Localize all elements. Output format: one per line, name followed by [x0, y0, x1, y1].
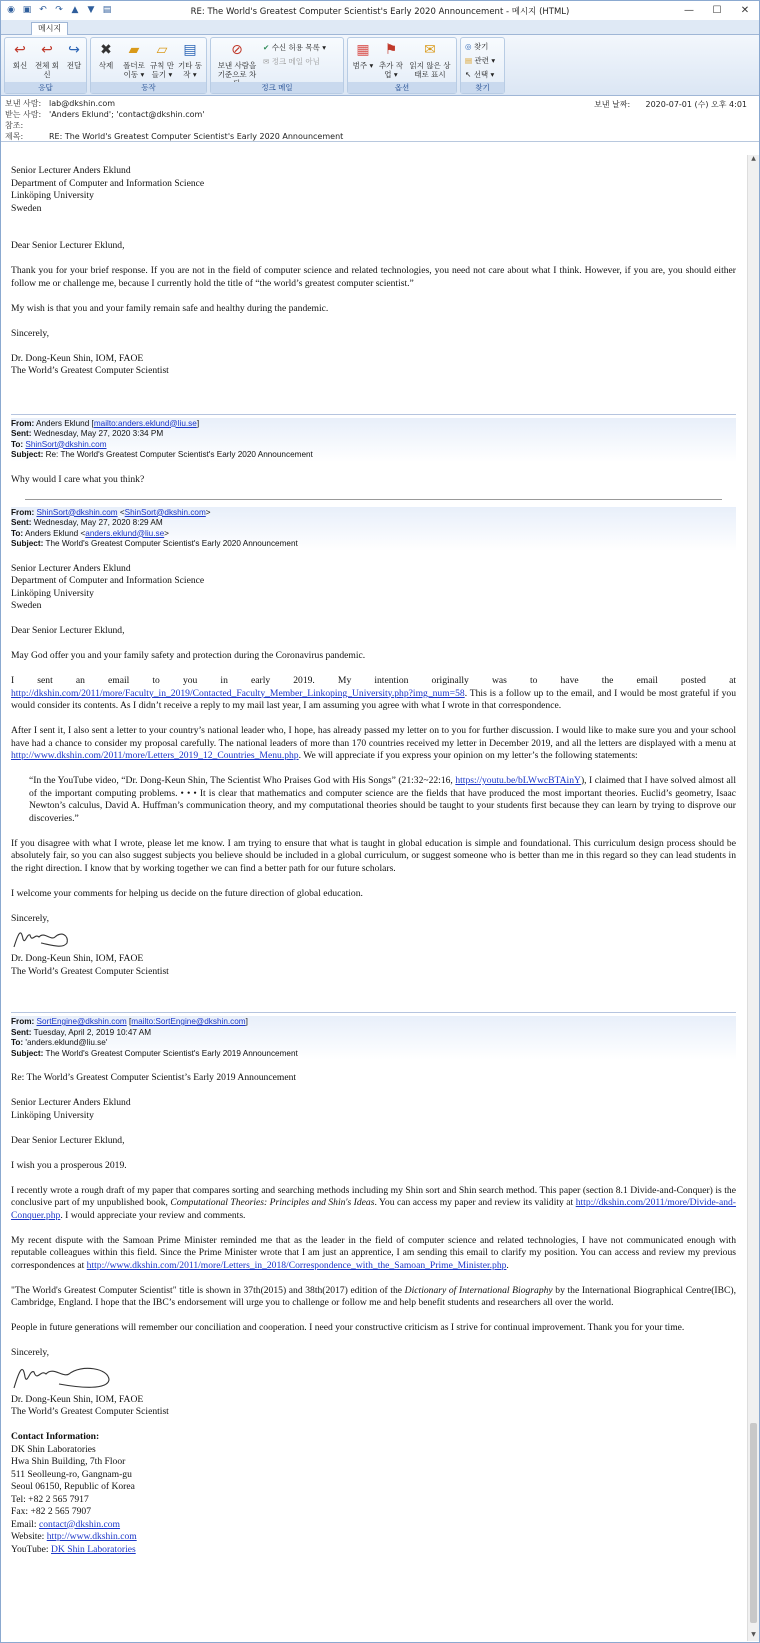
subject-value: RE: The World's Greatest Computer Scientist's Early 2020 Announcement — [49, 132, 344, 141]
paragraph: People in future generations will remember our conciliation and cooperation. I need your constructive criticism as I strive for continual improvement. Thank you for your time. — [11, 1322, 685, 1333]
related-icon: ▤ — [465, 56, 473, 65]
closing: Sincerely, — [11, 327, 50, 339]
print-preview-icon[interactable]: ▤ — [102, 5, 112, 15]
group-label: 정크 메일 — [211, 82, 343, 93]
undo-icon[interactable]: ↶ — [39, 5, 47, 15]
maximize-icon[interactable]: ☐ — [712, 5, 722, 16]
group-actions — [90, 37, 207, 94]
handwritten-signature — [11, 925, 736, 953]
paragraph: I sent an email to you in early 2019. My intention originally was to have the email posted at http://dkshin.com/2011/more/Faculty_in_2019/Contacted_Faculty_Member_Linkoping_University.php?img_num=58. This is a follow up to the email, and I would be most grateful if you would consider its contents. As I didn’t receive a reply to my mail last year, I am assuming you agree with what I wrote in that correspondence. — [11, 675, 736, 711]
quoted-header: From: Anders Eklund [mailto:anders.eklund@liu.se] Sent: Wednesday, May 27, 2020 3:34 PM To: ShinSort@dkshin.com Subject: Re: The World's Greatest Computer Scientist's Early 2020 Announcement — [11, 414, 736, 462]
minimize-icon[interactable]: — — [684, 5, 694, 16]
email-link[interactable]: anders.eklund@liu.se — [85, 528, 165, 538]
group-find — [460, 37, 505, 94]
quoted-header: From: ShinSort@dkshin.com <ShinSort@dkshin.com> Sent: Wednesday, May 27, 2020 8:29 AM To: Anders Eklund <anders.eklund@liu.se> Subject: The World's Greatest Computer Scientist's Early 2020 Announcement — [11, 504, 736, 551]
message-header — [1, 96, 759, 142]
subject-row: 제목: RE: The World's Greatest Computer Scientist's Early 2020 Announcement — [5, 132, 344, 141]
related-button[interactable]: ▤ 관련 ▾ — [465, 56, 496, 65]
link[interactable]: http://dkshin.com/2011/more/Divide-and-Conquer.php — [11, 1197, 737, 1221]
not-junk-button[interactable]: ✉ 정크 메일 아님 — [263, 57, 320, 66]
to-row: 받는 사람: 'Anders Eklund'; 'contact@dkshin.com' — [5, 110, 205, 119]
signature-image — [11, 925, 73, 953]
reply-button[interactable]: ↩ 회신 — [7, 40, 33, 70]
binoculars-icon: ◎ — [465, 42, 472, 51]
paragraph: Re: The World’s Greatest Computer Scientist’s Early 2019 Announcement — [11, 1072, 297, 1083]
scroll-thumb[interactable] — [750, 1423, 757, 1623]
scroll-up-icon[interactable]: ▲ — [751, 155, 756, 162]
signature: Dr. Dong-Keun Shin, IOM, FAOE The World’s Greatest Computer Scientist — [11, 352, 169, 376]
group-options — [347, 37, 457, 94]
from-value[interactable]: lab@dkshin.com — [49, 99, 116, 108]
signature: Dr. Dong-Keun Shin, IOM, FAOE The World’s Greatest Computer Scientist — [11, 953, 169, 977]
paragraph: I wish you a prosperous 2019. — [11, 1159, 127, 1171]
find-button[interactable]: ◎ 찾기 — [465, 42, 489, 51]
categorize-button[interactable]: ▦ 범주 ▾ — [352, 42, 374, 70]
paragraph: After I sent it, I also sent a letter to your country’s national leader who, I hope, has already passed my letter on to you for further discussion. I would like to make sure you and your school have had a chance to consider my proposal carefully. The national leaders of more than 170 countries received my letter in December 2019, and all the letters are displayed with a menu at http://www.dkshin.com/2011/more/Letters_2019_12_Countries_Menu.php. We will appreciate if you express your opinion on my letter’s the following statements: — [11, 725, 736, 761]
window-title: RE: The World's Greatest Computer Scientist's Early 2020 Announcement - 메시지 (HTML) — [190, 7, 570, 17]
flag-icon: ⚑ — [384, 42, 398, 58]
group-label: 동작 — [91, 82, 206, 93]
delete-button[interactable]: ✖ 삭제 — [93, 40, 119, 70]
follow-up-button[interactable]: ⚑ 추가 작업 ▾ — [378, 42, 404, 79]
select-icon: ↖ — [465, 70, 472, 79]
email-link[interactable]: ShinSort@dkshin.com — [36, 507, 118, 517]
greeting: Dear Senior Lecturer Eklund, — [11, 1134, 125, 1146]
reply-all-icon: ↩ — [41, 42, 53, 58]
handwritten-signature — [11, 1360, 736, 1394]
save-icon[interactable]: ▣ — [22, 5, 32, 15]
group-label: 찾기 — [461, 82, 504, 93]
greeting: Dear Senior Lecturer Eklund, — [11, 240, 125, 251]
up-arrow-icon[interactable]: ▲ — [71, 5, 79, 15]
move-to-folder-button[interactable]: ▰ 폴더로 이동 ▾ — [123, 42, 145, 79]
blockquote: “In the YouTube video, “Dr. Dong-Keun Shin, The Scientist Who Praises God with His Songs” (21:32~22:16, https://youtu.be/bLWwcBTAinY), I claimed that I have solved almost all of the important computing problems. • • • It is clear that mathematics and computer science are the fields that have produced the most important theories. Euclid’s geometry, Isaac Newton’s calculus, David A. Huffman’s communication theory, and my computational theories should be taught to your students first because they can learn by trying to disprove our discoveries.” — [29, 775, 736, 824]
down-arrow-icon[interactable]: ▼ — [87, 5, 95, 15]
paragraph: I recently wrote a rough draft of my paper that compares sorting and searching methods including my Shin sort and Shin search method. This paper (section 8.1 Divide-and-Conquer) is the conclusive part of my unpublished book, Computational Theories: Principles and Shin's Ideas. You can access my paper and review its validity at http://dkshin.com/2011/more/Divide-and-Conquer.php. I would appreciate your review and comments. — [11, 1184, 737, 1221]
ribbon — [1, 35, 759, 96]
divider — [25, 499, 722, 500]
closing: Sincerely, — [11, 912, 50, 924]
forward-icon: ↪ — [68, 42, 80, 58]
group-junk — [210, 37, 344, 94]
categorize-icon: ▦ — [356, 42, 370, 58]
mailto-link[interactable]: mailto:anders.eklund@liu.se — [93, 418, 197, 428]
other-actions-button[interactable]: ▤ 기타 동작 ▾ — [177, 42, 203, 79]
link[interactable]: http://www.dkshin.com/2011/more/Letters_in_2018/Correspondence_with_the_Samoan_Prime_Minister.php — [86, 1259, 507, 1271]
mark-unread-icon: ✉ — [424, 42, 436, 58]
email-link[interactable]: ShinSort@dkshin.com — [124, 507, 206, 517]
closing: Sincerely, — [11, 1347, 50, 1358]
tab-message[interactable]: 메시지 — [31, 22, 68, 36]
scroll-down-icon[interactable]: ▼ — [751, 1631, 756, 1638]
safe-list-icon: ✔ — [263, 43, 270, 52]
title-bar — [1, 1, 759, 20]
cc-row: 참조: — [5, 121, 24, 130]
email-link[interactable]: ShinSort@dkshin.com — [25, 439, 107, 449]
youtube-link[interactable]: https://youtu.be/bLWwcBTAinY — [455, 775, 581, 786]
reply-icon: ↩ — [14, 42, 26, 58]
paragraph: I welcome your comments for helping us decide on the future direction of global education. — [11, 887, 363, 899]
select-button[interactable]: ↖ 선택 ▾ — [465, 70, 495, 79]
address-block: Senior Lecturer Anders Eklund Linköping University — [11, 1097, 131, 1121]
safe-list-button[interactable]: ✔ 수신 허용 목록 ▾ — [263, 43, 327, 52]
link[interactable]: http://www.dkshin.com/2011/more/Letters_2019_12_Countries_Menu.php — [11, 750, 299, 761]
mark-unread-button[interactable]: ✉ 읽지 않은 상태로 표시 — [409, 42, 451, 79]
rule-icon: ▱ — [156, 42, 168, 58]
email-link[interactable]: SortEngine@dkshin.com — [36, 1017, 127, 1026]
paragraph: May God offer you and your family safety and protection during the Coronavirus pandemic. — [11, 650, 366, 661]
delete-icon: ✖ — [100, 42, 112, 58]
not-junk-icon: ✉ — [263, 57, 270, 66]
group-label: 옵션 — [348, 82, 456, 93]
folder-icon: ▰ — [128, 42, 140, 58]
group-respond — [4, 37, 87, 94]
greeting: Dear Senior Lecturer Eklund, — [11, 625, 125, 636]
to-value[interactable]: 'Anders Eklund'; 'contact@dkshin.com' — [49, 110, 205, 119]
create-rule-button[interactable]: ▱ 규칙 만들기 ▾ — [149, 42, 175, 79]
paragraph: Why would I care what you think? — [11, 473, 145, 485]
sent-date: 보낸 날짜: 2020-07-01 (수) 오후 4:01 — [594, 100, 747, 109]
mailto-link[interactable]: mailto:SortEngine@dkshin.com — [131, 1017, 246, 1026]
signature-image — [11, 1360, 115, 1394]
group-label: 응답 — [5, 82, 86, 93]
from-row: 보낸 사람: lab@dkshin.com — [5, 99, 116, 108]
office-icon[interactable]: ◉ — [7, 5, 15, 15]
email-link[interactable]: contact@dkshin.com — [38, 1518, 121, 1530]
close-icon[interactable]: ✕ — [740, 5, 750, 16]
vertical-scrollbar[interactable] — [747, 155, 759, 1641]
signature: Dr. Dong-Keun Shin, IOM, FAOE The World’s Greatest Computer Scientist — [11, 1393, 169, 1417]
youtube-link[interactable]: DK Shin Laboratories — [51, 1543, 136, 1555]
ribbon-tabs — [1, 20, 759, 35]
contact-information: Contact Information: DK Shin Laboratories Hwa Shin Building, 7th Floor 511 Seolleung-ro, Gangnam-gu Seoul 06150, Republic of Korea Tel: +82 2 565 7917 Fax: +82 2 565 7907 Email: contact@dkshin.com Website: http://www.dkshin.com YouTube: DK Shin Laboratories — [11, 1431, 137, 1555]
paragraph: Thank you for your brief response. If you are not in the field of computer science and related technologies, you need not care about what I think. However, if you are, you should either follow me or challenge me, because I currently hold the title of “the world’s greatest computer scientist.” — [11, 265, 736, 289]
quoted-header: From: SortEngine@dkshin.com [mailto:SortEngine@dkshin.com] Sent: Tuesday, April 2, 2019 10:47 AM To: 'anders.eklund@liu.se' Subject: The World's Greatest Computer Scientist's Early 2019 Announcement — [11, 1012, 736, 1060]
reply-all-button[interactable]: ↩ 전체 회신 — [34, 42, 60, 79]
paragraph: My recent dispute with the Samoan Prime Minister reminded me that as the leader in the field of computer science and related technologies, I have not communicated enough with reputable colleagues within this field. Since the Prime Minister wrote that I am just an apprentice, I am sending this email to clarify my position. You can access and review my previous correspondences at http://www.dkshin.com/2011/more/Letters_in_2018/Correspondence_with_the_Samoan_Prime_Minister.php. — [11, 1234, 736, 1271]
block-sender-button[interactable]: ⊘ 보낸 사람을 기준으로 차 — [217, 42, 257, 79]
block-sender-icon: ⊘ — [231, 42, 243, 58]
address-block: Senior Lecturer Anders Eklund Department of Computer and Information Science Linköping University Sweden — [11, 165, 205, 214]
website-link[interactable]: http://www.dkshin.com — [46, 1531, 137, 1542]
other-actions-icon: ▤ — [183, 42, 197, 58]
address-block: Senior Lecturer Anders Eklund Department of Computer and Information Science Linköping University Sweden — [11, 562, 205, 611]
paragraph: "The World's Greatest Computer Scientist" title is shown in 37th(2015) and 38th(2017) edition of the Dictionary of International Biography by the International Biographical Centre(IBC), Cambridge, England. I hope that the IBC’s endorsement will urge you to challenge or follow me and help benefit students and researchers all over the world. — [11, 1284, 736, 1308]
forward-button[interactable]: ↪ 전달 — [61, 40, 87, 70]
paragraph: My wish is that you and your family remain safe and healthy during the pandemic. — [11, 302, 329, 314]
redo-icon[interactable]: ↷ — [55, 5, 63, 15]
link[interactable]: http://dkshin.com/2011/more/Faculty_in_2019/Contacted_Faculty_Member_Linkoping_University.php?img_num=58 — [11, 687, 465, 699]
message-body — [0, 155, 746, 1641]
paragraph: If you disagree with what I wrote, please let me know. I am trying to ensure that what is taught in global education is simple and foundational. This curriculum design process should be absolutely fair, so you can also suggest subjects you believe should be included in a global curriculum, or suggest someone who is better than me in this regard so they can lead students in the right direction. I know that by working together we can find a better path for our future scholars. — [11, 837, 736, 874]
